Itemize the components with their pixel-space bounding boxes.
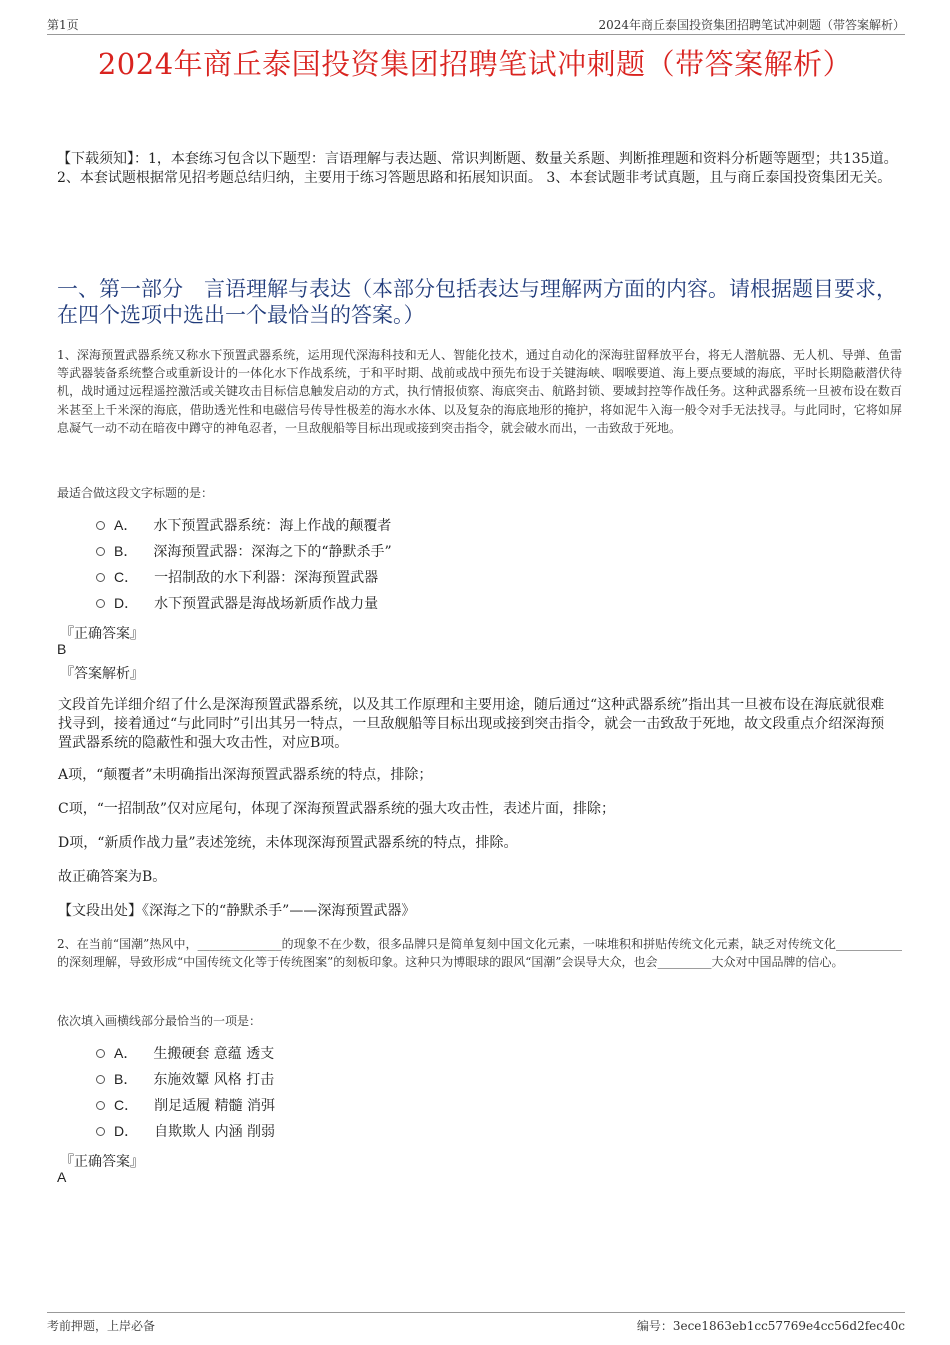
- q1-analysis-option-a: A项，“颠覆者”未明确指出深海预置武器系统的特点，排除；: [58, 767, 433, 783]
- radio-icon[interactable]: [96, 521, 105, 530]
- radio-icon[interactable]: [96, 1127, 105, 1136]
- document-title: 2024年商丘泰国投资集团招聘笔试冲刺题（带答案解析）: [97, 47, 853, 81]
- radio-icon[interactable]: [96, 599, 105, 608]
- q1-option-a[interactable]: A． 水下预置武器系统：海上作战的颠覆者: [96, 515, 391, 535]
- q1-analysis-label: 『答案解析』: [60, 666, 144, 682]
- radio-icon[interactable]: [96, 547, 105, 556]
- radio-icon[interactable]: [96, 1101, 105, 1110]
- q1-analysis-paragraph: 文段首先详细介绍了什么是深海预置武器系统，以及其工作原理和主要用途，随后通过“这种武器系统”指出其一旦被布设在海底就很难找寻到，接着通过“与此同时”引出其另一特点，一旦敌舰船等目标出现或接到突击指令，就会一击致敌于死地，故文段重点介绍深海预置武器系统的隐蔽性和强大攻击性，对应B项。: [58, 697, 885, 751]
- q1-conclusion: 故正确答案为B。: [58, 869, 167, 885]
- q1-answer: B: [57, 641, 67, 657]
- header-doc-name: 2024年商丘泰国投资集团招聘笔试冲刺题（带答案解析）: [598, 18, 905, 32]
- radio-icon[interactable]: [96, 1049, 105, 1058]
- q1-analysis-option-c: C项，“一招制敌”仅对应尾句，体现了深海预置武器系统的强大攻击性，表述片面，排除；: [58, 801, 616, 817]
- q2-answer-label: 『正确答案』: [60, 1154, 144, 1170]
- q2-option-a[interactable]: A． 生搬硬套 意蕴 透支: [96, 1043, 274, 1063]
- question-1-text: 1、深海预置武器系统又称水下预置武器系统，运用现代深海科技和无人、智能化技术，通过自动化的深海驻留释放平台，将无人潜航器、无人机、导弹、鱼雷等武器装备系统整合或重新设计的一体化水下作战系统，于和平时期、战前或战中预先布设于关键海峡、咽喉要道、海上要点要域的海底，平时长期隐蔽潜伏待机，战时通过远程遥控激活或关键攻击目标信息触发启动的方式，执行情报侦察、海底突击、航路封锁、要域封控等作战任务。这种武器系统一旦被布设在数百米甚至上千米深的海底，借助透光性和电磁信号传导性极差的海水水体、以及复杂的海底地形的掩护，将如泥牛入海一般令对手无法找寻。与此同时，它将如屏息凝气一动不动在暗夜中蹲守的神龟忍者，一旦敌舰船等目标出现或接到突击指令，就会破水而出，一击致敌于死地。: [57, 348, 902, 435]
- q1-analysis-option-d: D项，“新质作战力量”表述笼统，未体现深海预置武器系统的特点，排除。: [58, 835, 518, 851]
- q1-option-d[interactable]: D． 水下预置武器是海战场新质作战力量: [96, 593, 378, 613]
- page-footer: [47, 1312, 905, 1333]
- q2-option-c[interactable]: C． 削足适履 精髓 消弭: [96, 1095, 275, 1115]
- q2-answer: A: [57, 1169, 67, 1185]
- q1-source: 【文段出处】《深海之下的“静默杀手”——深海预置武器》: [58, 903, 416, 919]
- page-header: [47, 14, 905, 35]
- radio-icon[interactable]: [96, 1075, 105, 1084]
- question-1-prompt: 最适合做这段文字标题的是：: [57, 486, 214, 500]
- q1-answer-label: 『正确答案』: [60, 626, 144, 642]
- page-number: 第1页: [47, 18, 79, 32]
- question-2-prompt: 依次填入画横线部分最恰当的一项是：: [57, 1014, 262, 1028]
- footer-slogan: 考前押题，上岸必备: [47, 1319, 156, 1333]
- section-heading: 一、第一部分 言语理解与表达（本部分包括表达与理解两方面的内容。请根据题目要求，在四个选项中选出一个最恰当的答案。）: [57, 277, 897, 327]
- radio-icon[interactable]: [96, 573, 105, 582]
- question-2-text: 2、在当前“国潮”热风中，______________的现象不在少数，很多品牌只是简单复刻中国文化元素，一味堆积和拼贴传统文化元素，缺乏对传统文化___________的深刻理解，导致形成“中国传统文化等于传统图案”的刻板印象。这种只为博眼球的跟风“国潮”会误导大众，也会_________大众对中国品牌的信心。: [57, 937, 902, 970]
- q2-option-b[interactable]: B． 东施效颦 风格 打击: [96, 1069, 274, 1089]
- footer-doc-id: 编号：3ece1863eb1cc57769e4cc56d2fec40c: [636, 1319, 905, 1333]
- q2-option-d[interactable]: D． 自欺欺人 内涵 削弱: [96, 1121, 275, 1141]
- download-notice: 【下载须知】：1，本套练习包含以下题型：言语理解与表达题、常识判断题、数量关系题、判断推理题和资料分析题等题型；共135道。 2、本套试题根据常见招考题总结归纳，主要用于练习答题思路和拓展知识面。 3、本套试题非考试真题，且与商丘泰国投资集团无关。: [57, 151, 898, 186]
- q1-option-c[interactable]: C． 一招制敌的水下利器：深海预置武器: [96, 567, 378, 587]
- q1-option-b[interactable]: B． 深海预置武器：深海之下的“静默杀手”: [96, 541, 392, 561]
